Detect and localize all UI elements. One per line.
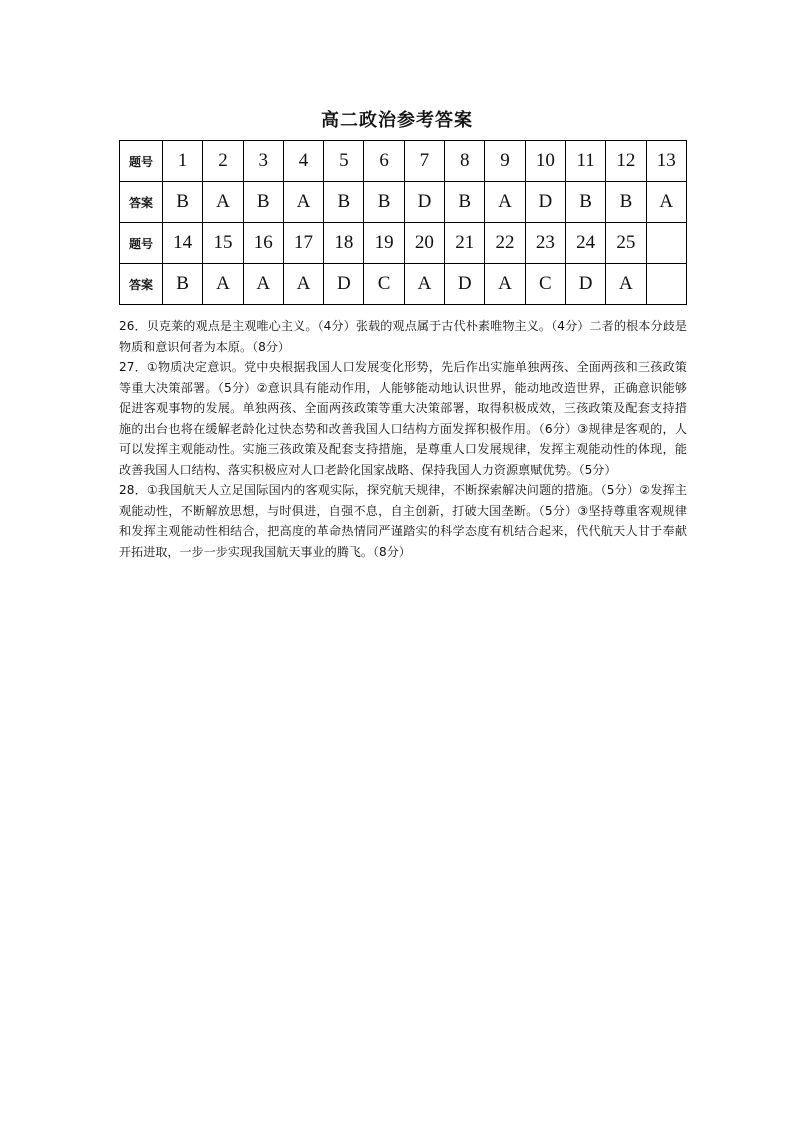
answer-cell: A: [283, 182, 323, 223]
answer-cell: D: [324, 264, 364, 305]
question-number-cell: 8: [445, 141, 485, 182]
answer-cell: D: [565, 264, 605, 305]
answer-cell: B: [324, 182, 364, 223]
answer-cell: A: [606, 264, 646, 305]
answer-cell: A: [203, 264, 243, 305]
answer-q27: 27．①物质决定意识。党中央根据我国人口发展变化形势，先后作出实施单独两孩、全面两孩和三孩政策等重大决策部署。（5分）②意识具有能动作用，人能够能动地认识世界，能动地改造世界，正确意识能够促进客观事物的发展。单独两孩、全面两孩政策等重大决策部署，取得积极成效，三孩政策及配套支持措施的出台也将在缓解老龄化过快态势和改善我国人口结构方面发挥积极作用。（6分）③规律是客观的，人可以发挥主观能动性。实施三孩政策及配套支持措施，是尊重人口发展规律，发挥主观能动性的体现，能改善我国人口结构、落实积极应对人口老龄化国家战略、保持我国人力资源禀赋优势。（5分）: [119, 360, 687, 477]
question-number-cell: 20: [404, 223, 444, 264]
answer-row: [120, 264, 687, 305]
answer-cell: A: [646, 182, 686, 223]
row-label: 题号: [120, 141, 163, 182]
question-number-cell: 25: [606, 223, 646, 264]
question-number-cell: 15: [203, 223, 243, 264]
question-number-cell: 16: [243, 223, 283, 264]
answer-key-table: [119, 140, 687, 305]
answer-cell: B: [243, 182, 283, 223]
answer-cell: [646, 264, 686, 305]
question-number-cell: 22: [485, 223, 525, 264]
question-number-cell: 17: [283, 223, 323, 264]
question-number-cell: 10: [525, 141, 565, 182]
question-number-cell: 21: [445, 223, 485, 264]
answer-cell: B: [364, 182, 404, 223]
question-number-cell: 19: [364, 223, 404, 264]
answer-cell: D: [404, 182, 444, 223]
answer-cell: A: [404, 264, 444, 305]
answer-q26: 26．贝克莱的观点是主观唯心主义。（4分）张载的观点属于古代朴素唯物主义。（4分）二者的根本分歧是物质和意识何者为本原。（8分）: [119, 319, 687, 354]
answer-row: [120, 182, 687, 223]
question-number-cell: 7: [404, 141, 444, 182]
question-number-cell: 6: [364, 141, 404, 182]
answer-cell: B: [565, 182, 605, 223]
answer-cell: A: [283, 264, 323, 305]
answer-cell: B: [163, 182, 203, 223]
answer-cell: B: [445, 182, 485, 223]
document-title: 高二政治参考答案: [321, 110, 473, 131]
question-number-cell: 23: [525, 223, 565, 264]
question-number-cell: 5: [324, 141, 364, 182]
answer-cell: D: [525, 182, 565, 223]
answer-cell: B: [606, 182, 646, 223]
answer-cell: B: [163, 264, 203, 305]
row-label: 答案: [120, 264, 163, 305]
question-number-cell: 2: [203, 141, 243, 182]
question-number-cell: 14: [163, 223, 203, 264]
question-number-row: [120, 223, 687, 264]
answer-cell: C: [525, 264, 565, 305]
question-number-cell: 18: [324, 223, 364, 264]
question-number-cell: 4: [283, 141, 323, 182]
answer-cell: A: [243, 264, 283, 305]
answer-cell: A: [203, 182, 243, 223]
answer-cell: C: [364, 264, 404, 305]
answer-q28: 28．①我国航天人立足国际国内的客观实际，探究航天规律，不断探索解决问题的措施。（5分）②发挥主观能动性，不断解放思想，与时俱进，自强不息，自主创新，打破大国垄断。（5分）③坚持尊重客观规律和发挥主观能动性相结合，把高度的革命热情同严谨踏实的科学态度有机结合起来，代代航天人甘于奉献开拓进取，一步一步实现我国航天事业的腾飞。（8分）: [119, 483, 687, 559]
row-label: 答案: [120, 182, 163, 223]
question-number-cell: 12: [606, 141, 646, 182]
answer-cell: A: [485, 182, 525, 223]
answer-cell: D: [445, 264, 485, 305]
written-answers: [119, 316, 687, 562]
answer-cell: A: [485, 264, 525, 305]
question-number-cell: 11: [565, 141, 605, 182]
question-number-row: [120, 141, 687, 182]
question-number-cell: 3: [243, 141, 283, 182]
question-number-cell: 13: [646, 141, 686, 182]
question-number-cell: [646, 223, 686, 264]
question-number-cell: 1: [163, 141, 203, 182]
question-number-cell: 24: [565, 223, 605, 264]
question-number-cell: 9: [485, 141, 525, 182]
row-label: 题号: [120, 223, 163, 264]
